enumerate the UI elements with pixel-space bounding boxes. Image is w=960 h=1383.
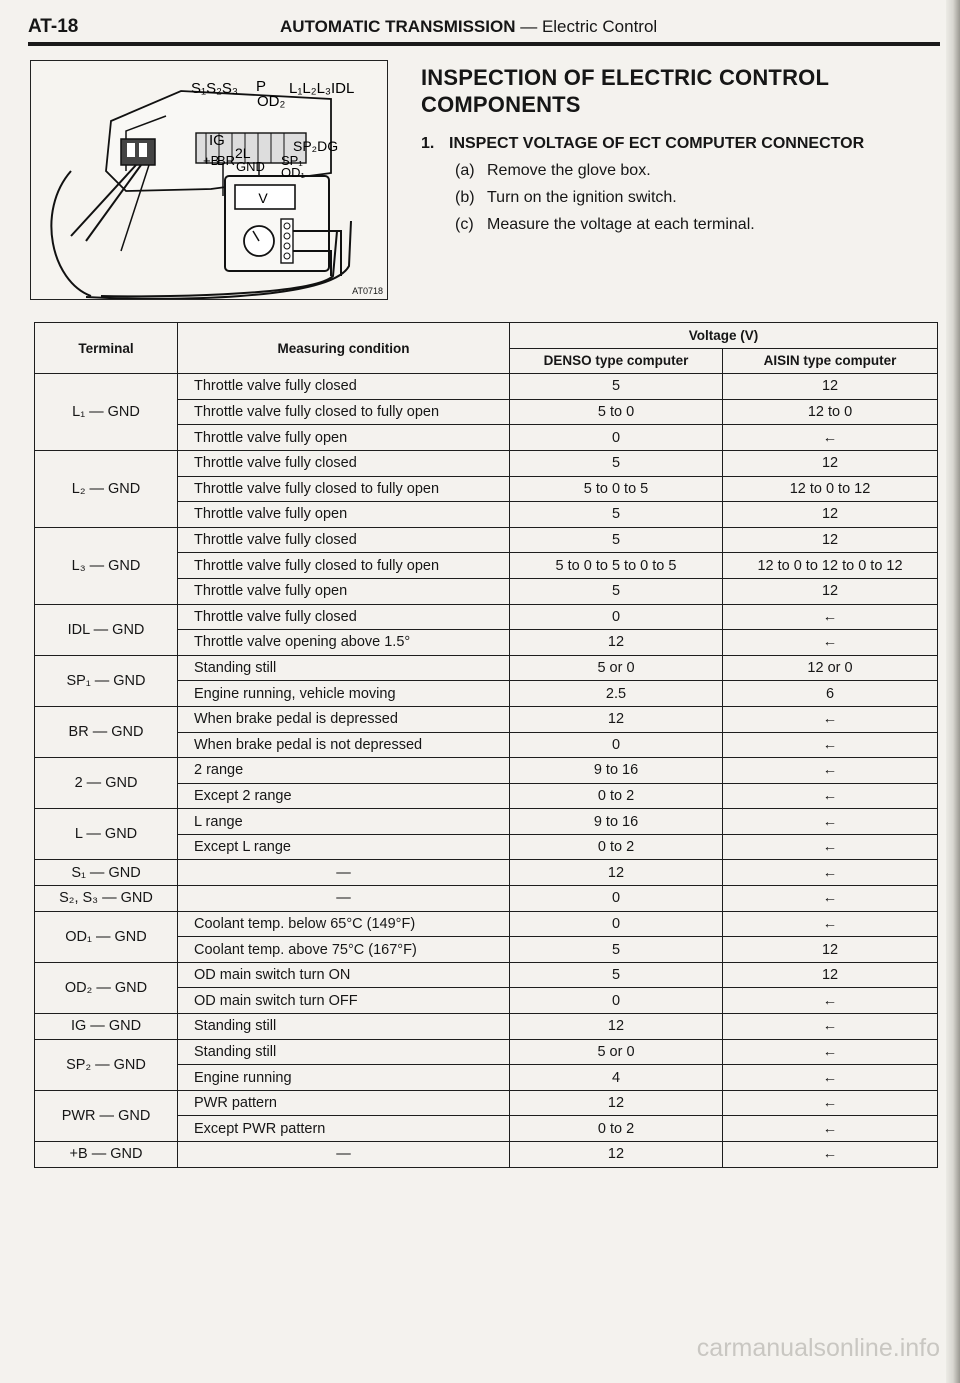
terminal-cell: IDL — GND xyxy=(35,604,178,655)
header-condition: Measuring condition xyxy=(178,323,510,374)
connector-drawing-icon xyxy=(31,61,387,299)
aisin-cell: 12 xyxy=(723,502,938,528)
table-row xyxy=(35,655,938,681)
table-row xyxy=(35,450,938,476)
terminal-cell: OD₂ — GND xyxy=(35,962,178,1013)
aisin-cell: ← xyxy=(723,783,938,809)
denso-cell: 0 to 2 xyxy=(510,1116,723,1142)
denso-cell: 5 xyxy=(510,937,723,963)
condition-cell: OD main switch turn OFF xyxy=(178,988,510,1014)
condition-cell: — xyxy=(178,860,510,886)
aisin-cell: ← xyxy=(723,1039,938,1065)
condition-cell: Throttle valve fully closed xyxy=(178,527,510,553)
section-title-line-2: COMPONENTS xyxy=(421,92,581,117)
aisin-cell: 12 xyxy=(723,374,938,400)
aisin-cell: 12 xyxy=(723,937,938,963)
table-row xyxy=(35,758,938,784)
denso-cell: 9 to 16 xyxy=(510,809,723,835)
table-row xyxy=(35,962,938,988)
terminal-label-gnd: GND xyxy=(236,159,265,174)
condition-cell: Throttle valve opening above 1.5° xyxy=(178,630,510,656)
header-denso: DENSO type computer xyxy=(510,348,723,374)
denso-cell: 0 xyxy=(510,886,723,912)
condition-cell: Throttle valve fully closed to fully open xyxy=(178,399,510,425)
substep-label: (b) xyxy=(455,189,475,206)
denso-cell: 5 to 0 to 5 xyxy=(510,476,723,502)
condition-cell: Throttle valve fully closed to fully open xyxy=(178,476,510,502)
table-row xyxy=(35,604,938,630)
terminal-cell: 2 — GND xyxy=(35,758,178,809)
aisin-cell: 12 xyxy=(723,962,938,988)
condition-cell: OD main switch turn ON xyxy=(178,962,510,988)
aisin-cell: 12 to 0 to 12 xyxy=(723,476,938,502)
table-row xyxy=(35,1014,938,1040)
condition-cell: Engine running xyxy=(178,1065,510,1091)
aisin-cell: 12 to 0 xyxy=(723,399,938,425)
page-edge-shadow xyxy=(946,0,960,1383)
denso-cell: 12 xyxy=(510,1014,723,1040)
table-row xyxy=(35,1090,938,1116)
aisin-cell: ← xyxy=(723,834,938,860)
table-row xyxy=(35,911,938,937)
section-title xyxy=(421,64,921,118)
page-header xyxy=(28,14,933,44)
substep-text: Measure the voltage at each terminal. xyxy=(487,216,755,233)
aisin-cell: ← xyxy=(723,706,938,732)
terminal-label-plus-b: +B xyxy=(203,153,220,168)
chapter-title-bold: AUTOMATIC TRANSMISSION xyxy=(280,17,516,36)
terminal-cell: L — GND xyxy=(35,809,178,860)
terminal-label-br: BR xyxy=(217,153,236,168)
denso-cell: 9 to 16 xyxy=(510,758,723,784)
denso-cell: 5 xyxy=(510,527,723,553)
denso-cell: 4 xyxy=(510,1065,723,1091)
denso-cell: 5 to 0 xyxy=(510,399,723,425)
condition-cell: Coolant temp. below 65°C (149°F) xyxy=(178,911,510,937)
denso-cell: 5 xyxy=(510,502,723,528)
condition-cell: When brake pedal is depressed xyxy=(178,706,510,732)
aisin-cell: ← xyxy=(723,1116,938,1142)
terminal-label-p: P xyxy=(256,78,267,95)
condition-cell: — xyxy=(178,886,510,912)
denso-cell: 12 xyxy=(510,860,723,886)
terminal-label-sp2dg: SP₂DG xyxy=(293,138,339,154)
condition-cell: Standing still xyxy=(178,1014,510,1040)
denso-cell: 0 xyxy=(510,911,723,937)
condition-cell: Except 2 range xyxy=(178,783,510,809)
table-row xyxy=(35,886,938,912)
denso-cell: 5 xyxy=(510,962,723,988)
denso-cell: 5 xyxy=(510,374,723,400)
table-row xyxy=(35,374,938,400)
condition-cell: Except L range xyxy=(178,834,510,860)
aisin-cell: ← xyxy=(723,809,938,835)
terminal-label-od1: OD₁ xyxy=(281,165,305,180)
terminal-cell: L₁ — GND xyxy=(35,374,178,451)
aisin-cell: ← xyxy=(723,1142,938,1168)
aisin-cell: ← xyxy=(723,758,938,784)
denso-cell: 0 xyxy=(510,988,723,1014)
header-terminal: Terminal xyxy=(35,323,178,374)
table-row xyxy=(35,1039,938,1065)
table-row xyxy=(35,809,938,835)
table-header-row xyxy=(35,323,938,349)
aisin-cell: 6 xyxy=(723,681,938,707)
terminal-label-s123: S₁S₂S₃ xyxy=(191,80,239,97)
connector-illustration xyxy=(30,60,388,300)
terminal-cell: S₁ — GND xyxy=(35,860,178,886)
header-voltage: Voltage (V) xyxy=(510,323,938,349)
denso-cell: 0 xyxy=(510,425,723,451)
denso-cell: 12 xyxy=(510,706,723,732)
table-row xyxy=(35,706,938,732)
condition-cell: L range xyxy=(178,809,510,835)
condition-cell: Standing still xyxy=(178,655,510,681)
denso-cell: 5 xyxy=(510,578,723,604)
terminal-cell: L₃ — GND xyxy=(35,527,178,604)
condition-cell: Throttle valve fully open xyxy=(178,578,510,604)
condition-cell: 2 range xyxy=(178,758,510,784)
terminal-label-l123-idl: L₁L₂L₃IDL xyxy=(289,80,355,97)
aisin-cell: ← xyxy=(723,1014,938,1040)
substep-label: (c) xyxy=(455,216,474,233)
watermark: carmanualsonline.info xyxy=(696,1334,940,1362)
denso-cell: 2.5 xyxy=(510,681,723,707)
denso-cell: 5 or 0 xyxy=(510,655,723,681)
aisin-cell: ← xyxy=(723,604,938,630)
inspection-section xyxy=(421,64,921,234)
aisin-cell: 12 to 0 to 12 to 0 to 12 xyxy=(723,553,938,579)
denso-cell: 5 xyxy=(510,450,723,476)
aisin-cell: 12 xyxy=(723,527,938,553)
denso-cell: 0 xyxy=(510,732,723,758)
condition-cell: Except PWR pattern xyxy=(178,1116,510,1142)
aisin-cell: 12 xyxy=(723,578,938,604)
denso-cell: 5 or 0 xyxy=(510,1039,723,1065)
condition-cell: When brake pedal is not depressed xyxy=(178,732,510,758)
step-number: 1. xyxy=(421,135,435,152)
terminal-cell: IG — GND xyxy=(35,1014,178,1040)
chapter-title-rest: — Electric Control xyxy=(520,17,658,36)
condition-cell: Throttle valve fully open xyxy=(178,425,510,451)
terminal-cell: BR — GND xyxy=(35,706,178,757)
terminal-cell: PWR — GND xyxy=(35,1090,178,1141)
aisin-cell: ← xyxy=(723,1065,938,1091)
aisin-cell: 12 or 0 xyxy=(723,655,938,681)
voltage-spec-table xyxy=(34,322,938,1168)
denso-cell: 12 xyxy=(510,630,723,656)
denso-cell: 0 to 2 xyxy=(510,834,723,860)
denso-cell: 0 xyxy=(510,604,723,630)
table-row xyxy=(35,860,938,886)
terminal-cell: OD₁ — GND xyxy=(35,911,178,962)
header-aisin: AISIN type computer xyxy=(723,348,938,374)
page-number: AT-18 xyxy=(28,16,79,37)
substep-text: Remove the glove box. xyxy=(487,162,651,179)
terminal-cell: +B — GND xyxy=(35,1142,178,1168)
table-row xyxy=(35,1142,938,1168)
substep xyxy=(455,189,921,207)
terminal-cell: SP₁ — GND xyxy=(35,655,178,706)
terminal-label-sp1: SP₁ xyxy=(281,153,303,168)
aisin-cell: ← xyxy=(723,630,938,656)
terminal-cell: SP₂ — GND xyxy=(35,1039,178,1090)
substep xyxy=(455,162,921,180)
denso-cell: 0 to 2 xyxy=(510,783,723,809)
condition-cell: Standing still xyxy=(178,1039,510,1065)
step-title: INSPECT VOLTAGE OF ECT COMPUTER CONNECTOR xyxy=(449,135,865,152)
aisin-cell: ← xyxy=(723,988,938,1014)
aisin-cell: 12 xyxy=(723,450,938,476)
condition-cell: Throttle valve fully closed to fully open xyxy=(178,553,510,579)
condition-cell: Throttle valve fully closed xyxy=(178,604,510,630)
meter-label: V xyxy=(258,190,268,206)
terminal-cell: S₂, S₃ — GND xyxy=(35,886,178,912)
step-heading xyxy=(421,135,921,153)
terminal-label-od2: OD₂ xyxy=(257,93,286,110)
chapter-title xyxy=(280,17,657,37)
section-title-line-1: INSPECTION OF ELECTRIC CONTROL xyxy=(421,65,830,90)
substep-label: (a) xyxy=(455,162,475,179)
substep-text: Turn on the ignition switch. xyxy=(487,189,677,206)
aisin-cell: ← xyxy=(723,886,938,912)
condition-cell: Engine running, vehicle moving xyxy=(178,681,510,707)
header-rule xyxy=(28,42,940,46)
condition-cell: Coolant temp. above 75°C (167°F) xyxy=(178,937,510,963)
table-row xyxy=(35,527,938,553)
terminal-label-ig: IG xyxy=(209,132,225,149)
terminal-label-2l: 2L xyxy=(235,145,251,161)
condition-cell: Throttle valve fully closed xyxy=(178,374,510,400)
aisin-cell: ← xyxy=(723,860,938,886)
condition-cell: Throttle valve fully open xyxy=(178,502,510,528)
terminal-cell: L₂ — GND xyxy=(35,450,178,527)
condition-cell: — xyxy=(178,1142,510,1168)
aisin-cell: ← xyxy=(723,425,938,451)
condition-cell: Throttle valve fully closed xyxy=(178,450,510,476)
condition-cell: PWR pattern xyxy=(178,1090,510,1116)
denso-cell: 5 to 0 to 5 to 0 to 5 xyxy=(510,553,723,579)
denso-cell: 12 xyxy=(510,1090,723,1116)
figure-id: AT0718 xyxy=(352,286,383,296)
denso-cell: 12 xyxy=(510,1142,723,1168)
aisin-cell: ← xyxy=(723,1090,938,1116)
aisin-cell: ← xyxy=(723,911,938,937)
substep xyxy=(455,216,921,234)
aisin-cell: ← xyxy=(723,732,938,758)
